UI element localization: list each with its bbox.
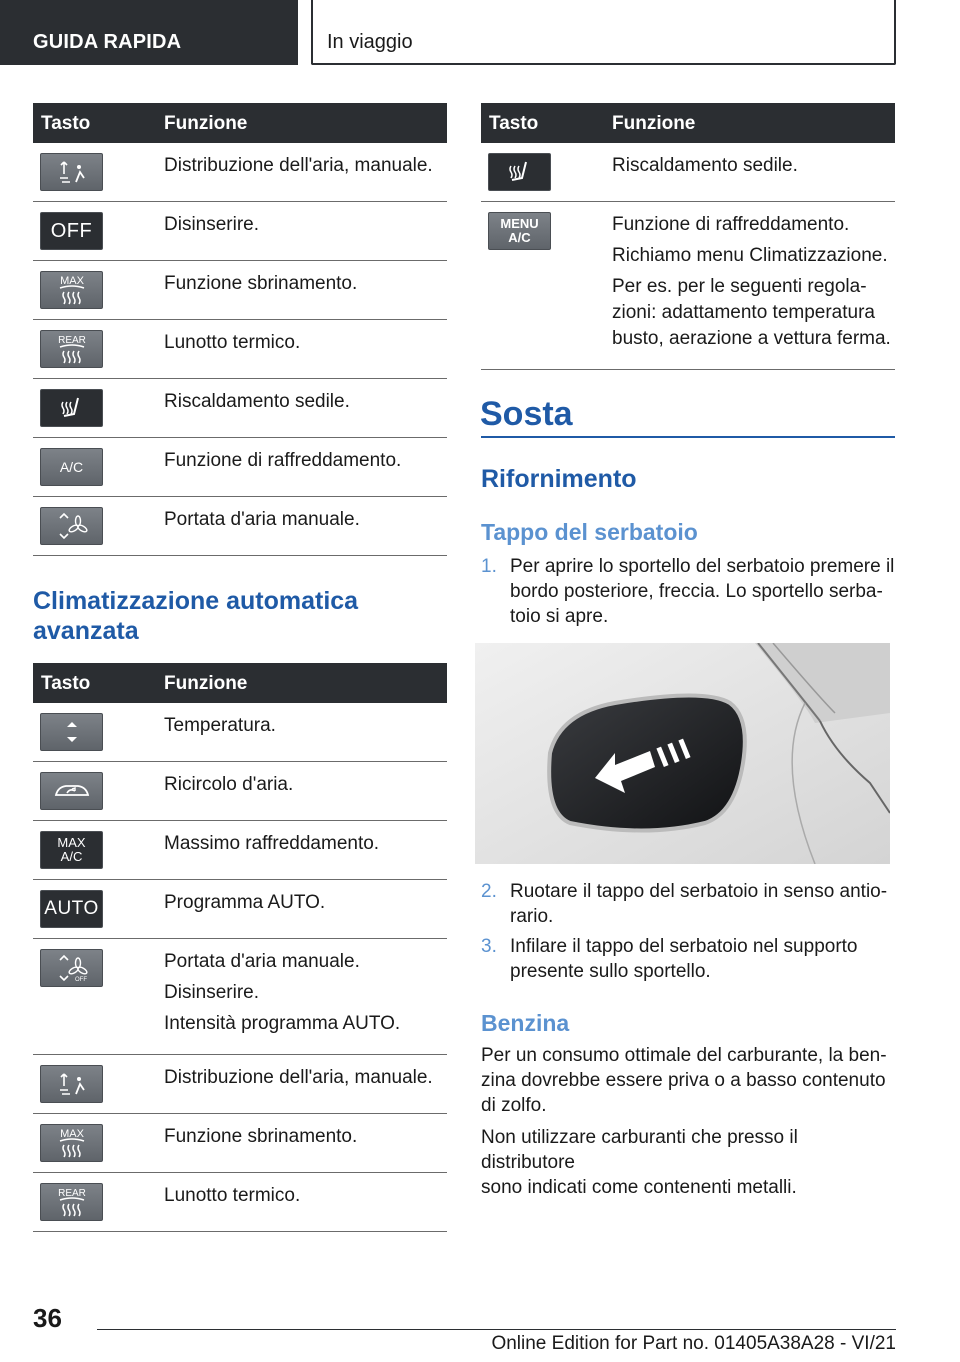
svg-text:MAX: MAX [59,1128,84,1140]
table-row [33,261,447,320]
section-tab [0,0,298,65]
heading-tappo: Tappo del serbatoio [481,519,698,545]
function-description [164,1183,447,1214]
function-description [164,389,447,420]
chapter-heading-sosta: Sosta [480,395,573,433]
air-distribution-icon [40,1065,103,1103]
function-line: Portata d'aria manuale. [164,951,360,972]
step-3 [481,934,896,984]
step-number: 3. [481,936,497,957]
fan-icon [40,507,103,545]
header-function: Funzione [612,113,696,134]
function-description [164,153,447,184]
function-description [164,772,447,803]
function-description [164,212,447,243]
table-header [481,103,895,143]
function-description [164,271,447,302]
heading-line: avanzata [33,617,139,645]
table-row [33,880,447,939]
step-number: 2. [481,881,497,902]
table-row [481,143,895,202]
table-row [33,1114,447,1173]
function-line: Per es. per le seguenti regola- zioni: adattamento temperatura busto, aerazione a vettura ferma. [612,276,891,349]
svg-text:REAR: REAR [57,1188,86,1199]
seat-heating-icon [40,389,103,427]
fuel-flap-illustration [475,643,890,864]
fuel-flap-photo [475,643,890,864]
function-line: Riscaldamento sedile. [164,391,350,412]
header-key: Tasto [489,113,539,134]
step-text: Infilare il tappo del serbatoio nel supporto presente sullo sportello. [510,936,858,982]
function-description [164,330,447,361]
step-number: 1. [481,556,497,577]
max-defrost-icon [40,1124,103,1162]
heading-rifornimento: Rifornimento [481,465,637,493]
header-key: Tasto [41,113,91,134]
max-ac-icon: MAX A/C [40,831,103,869]
function-line: Intensità programma AUTO. [164,1013,401,1034]
function-line: Portata d'aria manuale. [164,509,360,530]
footer-rule [97,1329,896,1330]
chapter-tab [311,0,896,65]
function-line: Distribuzione dell'aria, manuale. [164,155,433,176]
table-row [33,320,447,379]
seat-heating-icon [488,153,551,191]
air-distribution-icon [40,153,103,191]
heading-line: Climatizzazione automatica [33,587,359,615]
function-description [164,448,447,479]
function-description [164,890,447,921]
section-heading-climate-auto [33,586,358,646]
function-line: Disinserire. [164,214,260,235]
rear-defrost-icon [40,330,103,368]
function-line: Riscaldamento sedile. [612,155,798,176]
menu-ac-icon: MENU A/C [488,212,551,250]
table-header [33,663,447,703]
table-climate-auto [33,663,447,1232]
header-function: Funzione [164,673,248,694]
step-2 [481,879,896,929]
off-icon: OFF [40,212,103,250]
function-description [612,212,895,357]
table-row [33,143,447,202]
table-row [33,821,447,880]
function-description [164,949,447,1042]
step-1 [481,554,896,630]
svg-text:OFF: OFF [74,977,87,982]
rear-defrost-icon [40,1183,103,1221]
function-line: Funzione sbrinamento. [164,273,358,294]
function-description [164,507,447,538]
function-description [612,153,895,184]
fan-off-icon [40,949,103,987]
recirculation-icon [40,772,103,810]
function-line: Programma AUTO. [164,892,326,913]
table-row [33,703,447,762]
function-description [164,713,447,744]
function-line: Funzione sbrinamento. [164,1126,358,1147]
function-description [164,1124,447,1155]
table-header [33,103,447,143]
heading-rule [481,436,895,438]
max-defrost-icon [40,271,103,309]
page-number: 36 [33,1303,62,1333]
function-line: Lunotto termico. [164,1185,301,1206]
auto-icon: AUTO [40,890,103,928]
function-line: Ricircolo d'aria. [164,774,294,795]
table-row [481,202,895,370]
function-line: Disinserire. [164,982,260,1003]
function-line: Richiamo menu Climatizzazione. [612,245,888,266]
header-function: Funzione [164,113,248,134]
table-row [33,379,447,438]
table-climate-basic [33,103,447,556]
table-row [33,939,447,1055]
heading-benzina: Benzina [481,1010,570,1036]
svg-text:REAR: REAR [57,335,86,346]
table-row [33,1055,447,1114]
function-description [164,1065,447,1096]
table-row [33,202,447,261]
paragraph-benzina-1: Per un consumo ottimale del carburante, la ben- zina dovrebbe essere priva o a basso contenuto di zolfo. [481,1045,887,1116]
step-text: Ruotare il tappo del serbatoio in senso antio- rario. [510,881,888,927]
paragraph-benzina-2: Non utilizzare carburanti che presso il distributore sono indicati come contenenti metalli. [481,1127,798,1198]
function-line: Funzione di raffreddamento. [612,214,850,235]
chapter-title: In viaggio [327,31,413,53]
table-row [33,762,447,821]
step-text: Per aprire lo sportello del serbatoio premere il bordo posteriore, freccia. Lo sportello serba- toio si apre. [510,556,895,627]
function-line: Funzione di raffreddamento. [164,450,402,471]
function-description [164,831,447,862]
footer-edition: Online Edition for Part no. 01405A38A28 - VI/21 [491,1333,896,1354]
ac-icon: A/C [40,448,103,486]
table-row [33,497,447,556]
header-key: Tasto [41,673,91,694]
table-row [33,1173,447,1232]
svg-text:MAX: MAX [59,275,84,287]
section-title: GUIDA RAPIDA [33,31,182,53]
function-line: Lunotto termico. [164,332,301,353]
table-climate-right [481,103,895,370]
function-line: Distribuzione dell'aria, manuale. [164,1067,433,1088]
function-line: Massimo raffreddamento. [164,833,380,854]
function-line: Temperatura. [164,715,276,736]
temperature-arrows-icon [40,713,103,751]
table-row [33,438,447,497]
